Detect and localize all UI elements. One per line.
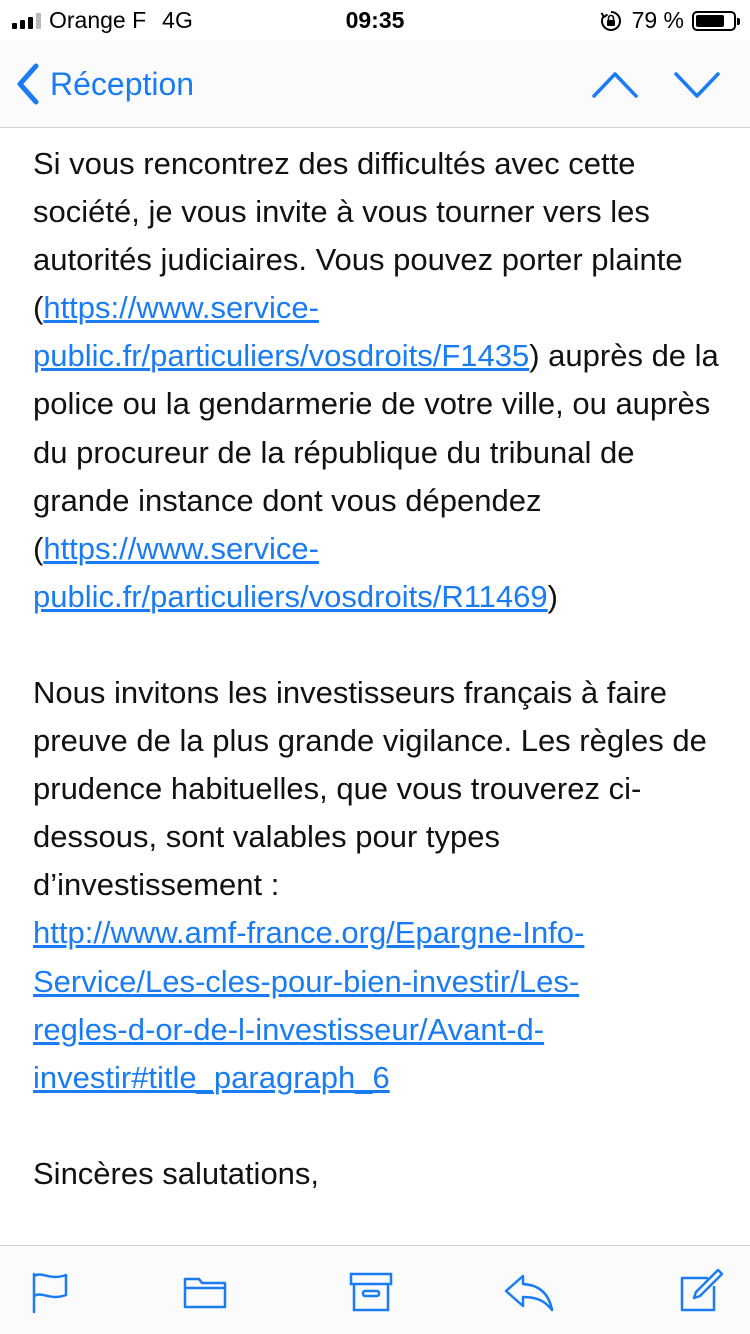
battery-fill — [696, 15, 724, 27]
paragraph-1-middle-text: ) auprès de la police ou la gendarmerie de votre ville, ou auprès du procureur de la république du tribunal de grande instance dont vous dépendez ( — [33, 338, 719, 566]
paragraph-1-text: Si vous rencontrez des difficultés avec cette société, je vous invite à vous tourner vers les autorités judiciaires. Vous pouvez porter plainte ( — [33, 146, 683, 326]
chevron-down-icon[interactable] — [672, 64, 722, 104]
back-button[interactable] — [14, 62, 194, 106]
chevron-left-icon — [14, 62, 42, 106]
message-paragraph-1 — [33, 140, 723, 621]
link-1-line-2: particuliers/vosdroits/F1435 — [150, 338, 530, 374]
compose-icon[interactable] — [678, 1268, 724, 1314]
message-body — [33, 140, 723, 1198]
chevron-up-icon[interactable] — [590, 64, 640, 104]
paragraph-2-text: Nous invitons les investisseurs français à faire preuve de la plus grande vigilance. Les règles de prudence habituelles, que vous trouverez ci-dessous, sont valables pour types d’investissement : — [33, 674, 707, 903]
reply-icon[interactable] — [503, 1268, 555, 1314]
battery-nub — [737, 18, 740, 25]
folder-icon[interactable] — [182, 1268, 228, 1314]
link-2-line-2: particuliers/vosdroits/R11469 — [150, 578, 548, 614]
paragraph-1-end: ) — [547, 578, 558, 614]
status-right — [600, 7, 736, 34]
link-1-line-1: https://www.service-public.fr/ — [33, 290, 319, 374]
flag-icon[interactable] — [28, 1268, 74, 1314]
link-3-line-3: regles-d-or-de-l-investisseur/Avant-d- — [33, 1011, 545, 1047]
message-closing: Sincères salutations, — [33, 1155, 320, 1191]
link-service-public-r11469[interactable] — [33, 531, 548, 614]
battery-icon — [692, 11, 736, 31]
link-2-line-1: https://www.service-public.fr/ — [33, 530, 319, 614]
link-service-public-f1435[interactable] — [33, 290, 529, 373]
back-label: Réception — [50, 65, 195, 102]
message-paragraph-2 — [33, 669, 723, 1102]
link-amf-france[interactable] — [33, 909, 723, 1101]
archive-icon[interactable] — [348, 1268, 394, 1314]
bottom-toolbar — [0, 1245, 750, 1334]
link-3-line-4: investir#title_paragraph_6 — [33, 1059, 390, 1095]
rotation-lock-icon — [600, 10, 622, 32]
status-time: 09:35 — [345, 7, 405, 33]
navigation-bar — [0, 40, 750, 128]
status-bar — [0, 0, 750, 40]
network-type: 4G — [162, 7, 193, 33]
battery-percent: 79 % — [631, 7, 684, 33]
carrier-name: Orange F — [49, 7, 147, 33]
link-3-line-2: Service/Les-cles-pour-bien-investir/Les- — [33, 963, 580, 999]
link-3-line-1: http://www.amf-france.org/Epargne-Info- — [33, 915, 585, 951]
